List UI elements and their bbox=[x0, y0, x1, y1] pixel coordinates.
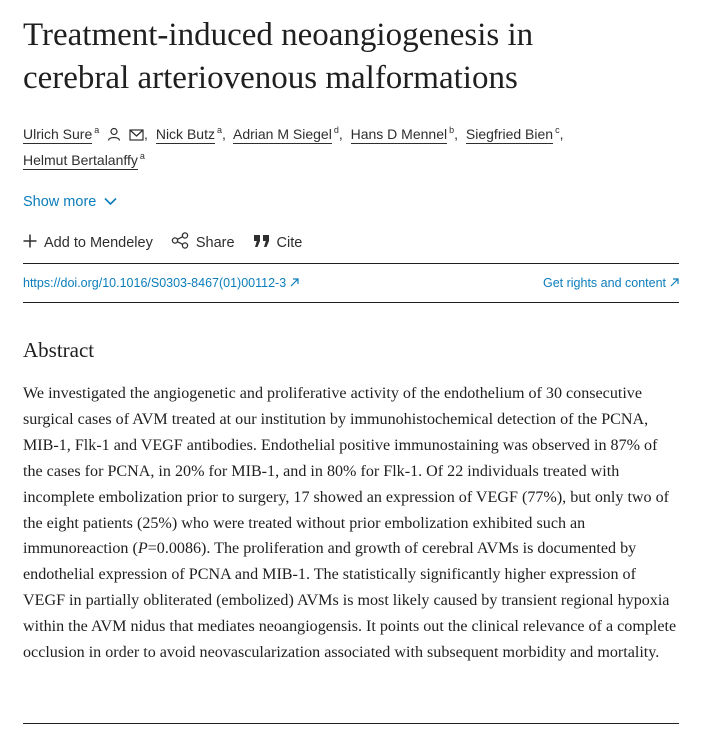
share-button[interactable] bbox=[171, 232, 235, 253]
person-icon[interactable] bbox=[107, 124, 121, 148]
affiliation-marker: d bbox=[333, 125, 339, 136]
author-item: Hans D Mennel $^b$, bbox=[350, 125, 459, 142]
p-value-symbol: P bbox=[137, 540, 148, 558]
get-rights-link[interactable] bbox=[543, 276, 679, 290]
author-item: Ulrich Sure $^a$ , bbox=[23, 126, 156, 142]
author-link-nick-butz[interactable]: Nick Butz bbox=[155, 126, 215, 142]
author-link-siegfried-bien[interactable]: Siegfried Bien bbox=[465, 126, 554, 142]
email-icon[interactable] bbox=[129, 124, 144, 148]
share-icon bbox=[171, 232, 189, 253]
external-link-icon bbox=[670, 276, 679, 290]
show-more-label: Show more bbox=[23, 194, 97, 210]
abstract-text-part: We investigated the angiogenetic and proliferative activity of the endothelium of 30 consecutive surgical cases of AVM treated at our institution by immunohistochemical detection of the PCNA, MIB-1, Flk-1 and VEGF antibodies. Endothelial positive immunostaining was observed in 87% of the cases for PCNA, in 20% for MIB-1, and in 80% for Flk-1. Of 22 individuals treated with incomplete embolization prior to surgery, 17 showed an expression of VEGF (77%), but only two of the eight patients (25%) who were treated without prior embolization exhibited such an immunoreaction ( bbox=[23, 385, 670, 558]
cite-label: Cite bbox=[276, 234, 303, 251]
author-link-adrian-m-siegel[interactable]: Adrian M Siegel bbox=[232, 126, 332, 142]
author-link-helmut-bertalanffy[interactable]: Helmut Bertalanffy bbox=[23, 152, 138, 168]
author-item: Nick Butz $^a$, bbox=[155, 125, 226, 142]
author-link-hans-d-mennel[interactable]: Hans D Mennel bbox=[350, 126, 448, 142]
show-more-button[interactable] bbox=[23, 194, 117, 210]
affiliation-marker: a bbox=[216, 125, 222, 136]
article-links-row bbox=[23, 264, 679, 302]
cite-button[interactable] bbox=[253, 234, 303, 252]
affiliation-marker: b bbox=[449, 125, 455, 136]
affiliation-marker: a bbox=[139, 151, 145, 162]
abstract-text bbox=[23, 381, 679, 666]
author-link-ulrich-sure[interactable]: Ulrich Sure bbox=[23, 126, 93, 142]
article-toolbar bbox=[23, 232, 679, 253]
author-item: Adrian M Siegel $^d$, bbox=[232, 125, 343, 142]
plus-icon bbox=[23, 234, 37, 252]
doi-label: https://doi.org/10.1016/S0303-8467(01)00112-3 bbox=[23, 276, 287, 290]
share-label: Share bbox=[195, 234, 235, 251]
add-to-mendeley-button[interactable] bbox=[23, 234, 153, 252]
divider bbox=[23, 302, 679, 303]
quote-icon bbox=[253, 234, 270, 252]
affiliation-marker: a bbox=[94, 125, 100, 136]
article-title: Treatment-induced neoangiogenesis in cerebral arteriovenous malformations bbox=[23, 17, 534, 96]
abstract-heading: Abstract bbox=[23, 338, 95, 362]
author-item bbox=[23, 152, 145, 168]
rights-label: Get rights and content bbox=[543, 276, 666, 290]
add-to-mendeley-label: Add to Mendeley bbox=[44, 234, 153, 251]
abstract-text-part: =0.0086). The proliferation and growth of cerebral AVMs is documented by endothelial expression of PCNA and MIB-1. The statistically significantly higher expression of VEGF in partially obliterated (embolized) AVMs is most likely caused by transient regional hypoxia within the AVM nidus that mediates neoangiogensis. It points out the clinical relevance of a complete occlusion in order to avoid neovascularization associated with subsequent morbidity and mortality. bbox=[23, 540, 677, 662]
external-link-icon bbox=[290, 276, 299, 290]
author-list bbox=[23, 122, 679, 172]
affiliation-marker: c bbox=[555, 125, 560, 136]
author-item: Siegfried Bien $^c$, bbox=[465, 125, 564, 142]
divider bbox=[23, 723, 679, 724]
doi-link[interactable] bbox=[23, 276, 299, 290]
chevron-down-icon bbox=[104, 194, 117, 210]
